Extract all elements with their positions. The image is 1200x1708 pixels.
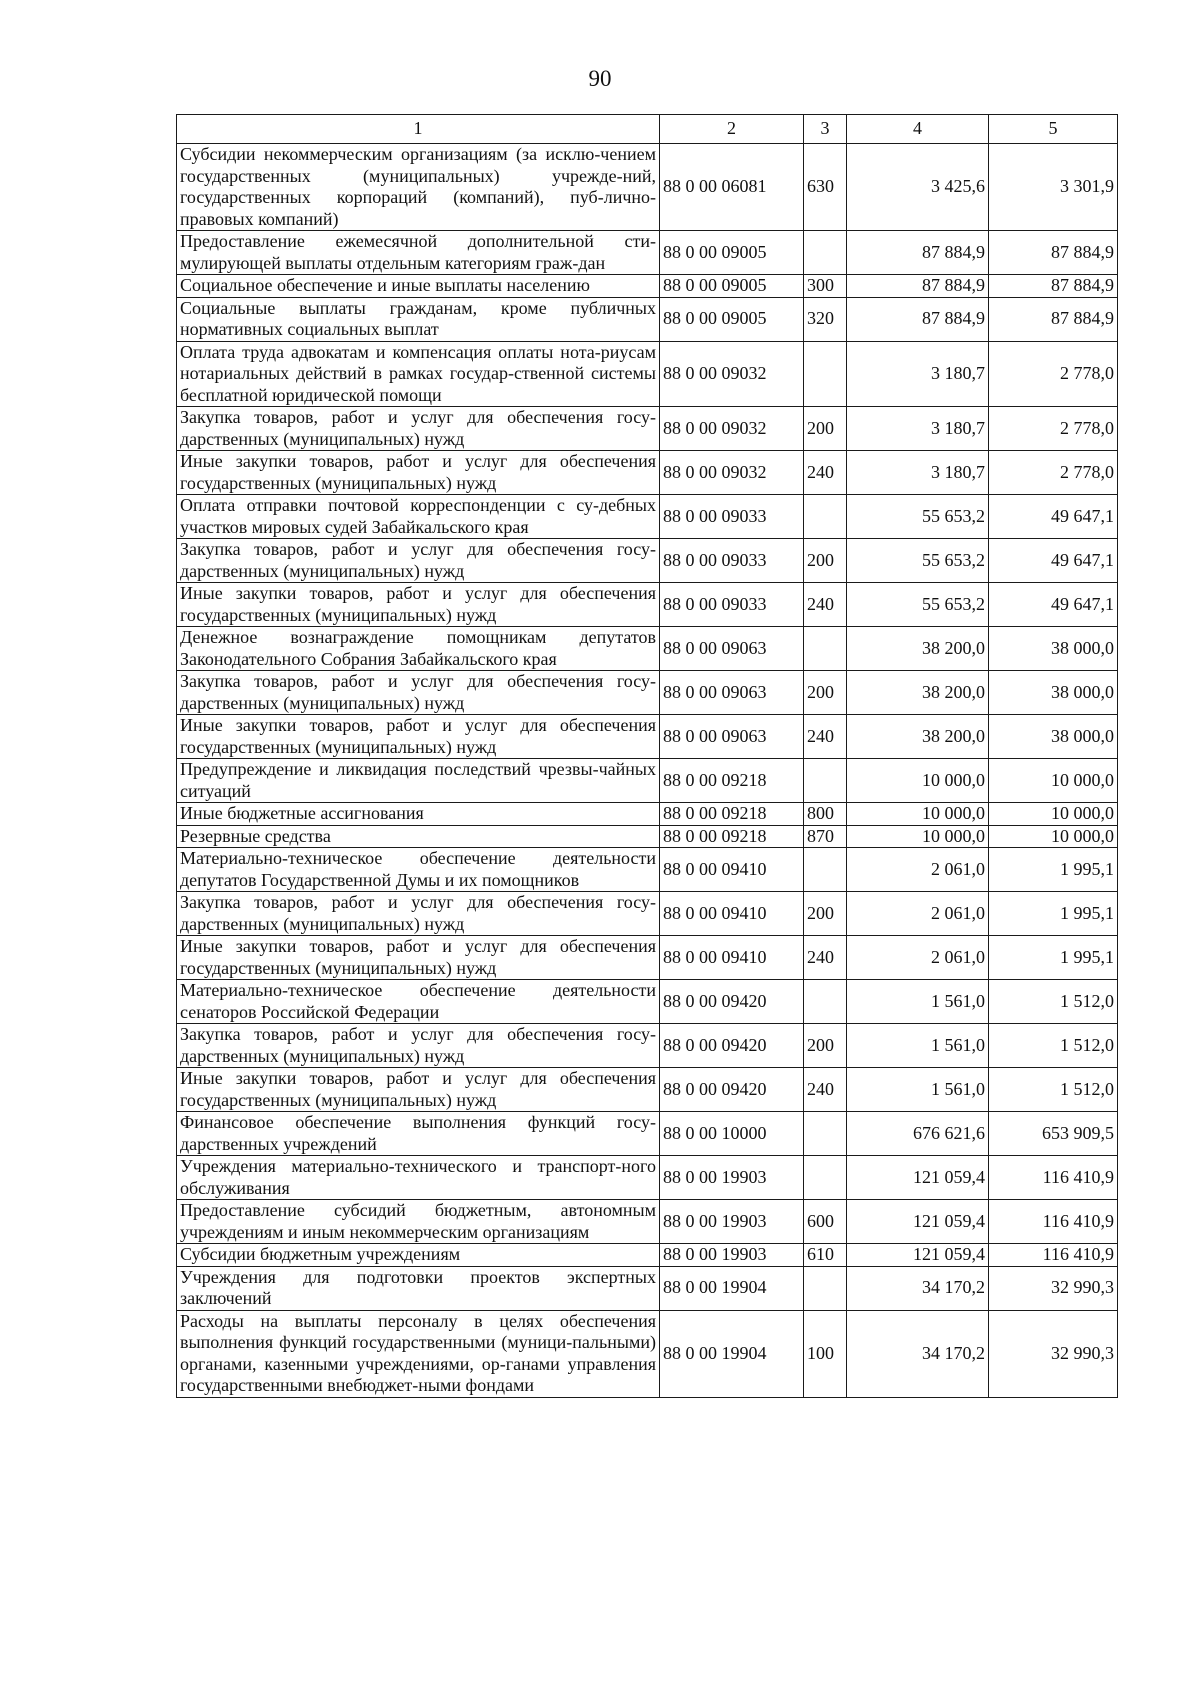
- row-name-cell: Иные закупки товаров, работ и услуг для обеспечения государственных (муниципальных) нужд: [177, 1068, 660, 1112]
- table-row: [177, 1244, 1118, 1267]
- row-type-cell: [804, 1266, 847, 1310]
- row-name-cell: Закупка товаров, работ и услуг для обеспечения госу-дарственных (муниципальных) нужд: [177, 671, 660, 715]
- row-value-5-cell: 116 410,9: [989, 1156, 1118, 1200]
- row-code-cell: 88 0 00 19903: [660, 1244, 804, 1267]
- row-value-4-cell: 121 059,4: [847, 1156, 989, 1200]
- table-row: [177, 825, 1118, 848]
- row-value-5-cell: 32 990,3: [989, 1266, 1118, 1310]
- row-name-cell: Предоставление субсидий бюджетным, автономным учреждениям и иным некоммерческим организациям: [177, 1200, 660, 1244]
- row-value-5-cell: 38 000,0: [989, 715, 1118, 759]
- row-code-cell: 88 0 00 10000: [660, 1112, 804, 1156]
- row-value-4-cell: 38 200,0: [847, 715, 989, 759]
- column-header: 1: [177, 115, 660, 144]
- table-row: [177, 583, 1118, 627]
- table-row: [177, 231, 1118, 275]
- budget-table: [176, 114, 1118, 1398]
- row-name-cell: Иные закупки товаров, работ и услуг для обеспечения государственных (муниципальных) нужд: [177, 715, 660, 759]
- row-type-cell: 800: [804, 803, 847, 826]
- row-code-cell: 88 0 00 19904: [660, 1266, 804, 1310]
- row-value-4-cell: 3 180,7: [847, 341, 989, 407]
- row-value-4-cell: 38 200,0: [847, 627, 989, 671]
- table-row: [177, 341, 1118, 407]
- row-value-4-cell: 10 000,0: [847, 825, 989, 848]
- column-header: 2: [660, 115, 804, 144]
- row-value-5-cell: 2 778,0: [989, 451, 1118, 495]
- row-value-5-cell: 1 512,0: [989, 980, 1118, 1024]
- row-type-cell: [804, 848, 847, 892]
- row-name-cell: Закупка товаров, работ и услуг для обеспечения госу-дарственных (муниципальных) нужд: [177, 892, 660, 936]
- row-code-cell: 88 0 00 09033: [660, 495, 804, 539]
- row-name-cell: Социальные выплаты гражданам, кроме публичных нормативных социальных выплат: [177, 297, 660, 341]
- row-type-cell: [804, 759, 847, 803]
- row-value-4-cell: 87 884,9: [847, 275, 989, 298]
- row-value-5-cell: 38 000,0: [989, 627, 1118, 671]
- row-name-cell: Иные закупки товаров, работ и услуг для обеспечения государственных (муниципальных) нужд: [177, 583, 660, 627]
- table-row: [177, 1112, 1118, 1156]
- row-name-cell: Оплата отправки почтовой корреспонденции с су-дебных участков мировых судей Забайкальского края: [177, 495, 660, 539]
- row-name-cell: Субсидии бюджетным учреждениям: [177, 1244, 660, 1267]
- row-code-cell: 88 0 00 09410: [660, 848, 804, 892]
- table-row: [177, 1200, 1118, 1244]
- table-row: [177, 297, 1118, 341]
- row-value-5-cell: 1 512,0: [989, 1024, 1118, 1068]
- row-type-cell: 200: [804, 539, 847, 583]
- row-name-cell: Материально-техническое обеспечение деятельности депутатов Государственной Думы и их помощников: [177, 848, 660, 892]
- table-row: [177, 980, 1118, 1024]
- row-value-5-cell: 10 000,0: [989, 759, 1118, 803]
- row-name-cell: Учреждения материально-технического и транспорт-ного обслуживания: [177, 1156, 660, 1200]
- row-code-cell: 88 0 00 19903: [660, 1156, 804, 1200]
- row-value-5-cell: 32 990,3: [989, 1310, 1118, 1397]
- row-code-cell: 88 0 00 09218: [660, 759, 804, 803]
- row-type-cell: 240: [804, 451, 847, 495]
- row-name-cell: Денежное вознаграждение помощникам депутатов Законодательного Собрания Забайкальского края: [177, 627, 660, 671]
- row-value-4-cell: 87 884,9: [847, 297, 989, 341]
- row-type-cell: 200: [804, 1024, 847, 1068]
- row-value-5-cell: 116 410,9: [989, 1244, 1118, 1267]
- row-value-4-cell: 121 059,4: [847, 1244, 989, 1267]
- row-value-4-cell: 55 653,2: [847, 583, 989, 627]
- row-type-cell: 200: [804, 407, 847, 451]
- row-value-4-cell: 3 180,7: [847, 451, 989, 495]
- row-type-cell: 240: [804, 936, 847, 980]
- row-code-cell: 88 0 00 09063: [660, 715, 804, 759]
- row-type-cell: 300: [804, 275, 847, 298]
- table-row: [177, 892, 1118, 936]
- row-code-cell: 88 0 00 19903: [660, 1200, 804, 1244]
- table-row: [177, 1310, 1118, 1397]
- row-value-4-cell: 1 561,0: [847, 1024, 989, 1068]
- row-value-4-cell: 2 061,0: [847, 848, 989, 892]
- row-code-cell: 88 0 00 19904: [660, 1310, 804, 1397]
- row-value-4-cell: 55 653,2: [847, 495, 989, 539]
- table-row: [177, 1024, 1118, 1068]
- row-value-4-cell: 676 621,6: [847, 1112, 989, 1156]
- table-body: [177, 144, 1118, 1398]
- row-code-cell: 88 0 00 09420: [660, 1068, 804, 1112]
- row-value-4-cell: 34 170,2: [847, 1310, 989, 1397]
- row-value-5-cell: 49 647,1: [989, 539, 1118, 583]
- row-value-5-cell: 1 512,0: [989, 1068, 1118, 1112]
- row-name-cell: Закупка товаров, работ и услуг для обеспечения госу-дарственных (муниципальных) нужд: [177, 539, 660, 583]
- row-name-cell: Субсидии некоммерческим организациям (за исклю-чением государственных (муниципальных) учрежде-ний, государственных корпораций (компаний), пуб-лично-правовых компаний): [177, 144, 660, 231]
- row-value-4-cell: 2 061,0: [847, 936, 989, 980]
- row-value-4-cell: 1 561,0: [847, 1068, 989, 1112]
- row-value-5-cell: 38 000,0: [989, 671, 1118, 715]
- row-type-cell: [804, 231, 847, 275]
- table-row: [177, 715, 1118, 759]
- row-value-4-cell: 10 000,0: [847, 759, 989, 803]
- table-header-row: [177, 115, 1118, 144]
- row-code-cell: 88 0 00 09218: [660, 803, 804, 826]
- row-name-cell: Учреждения для подготовки проектов экспертных заключений: [177, 1266, 660, 1310]
- row-code-cell: 88 0 00 09410: [660, 892, 804, 936]
- table-row: [177, 1156, 1118, 1200]
- row-value-4-cell: 3 425,6: [847, 144, 989, 231]
- row-value-4-cell: 87 884,9: [847, 231, 989, 275]
- row-type-cell: [804, 980, 847, 1024]
- row-value-4-cell: 3 180,7: [847, 407, 989, 451]
- row-type-cell: 100: [804, 1310, 847, 1397]
- row-code-cell: 88 0 00 09005: [660, 297, 804, 341]
- row-code-cell: 88 0 00 09032: [660, 407, 804, 451]
- row-type-cell: [804, 495, 847, 539]
- row-name-cell: Оплата труда адвокатам и компенсация оплаты нота-риусам нотариальных действий в рамках государ-ственной системы бесплатной юридической помощи: [177, 341, 660, 407]
- row-name-cell: Иные закупки товаров, работ и услуг для обеспечения государственных (муниципальных) нужд: [177, 451, 660, 495]
- row-code-cell: 88 0 00 09033: [660, 583, 804, 627]
- row-type-cell: 200: [804, 892, 847, 936]
- row-value-5-cell: 49 647,1: [989, 583, 1118, 627]
- row-value-4-cell: 2 061,0: [847, 892, 989, 936]
- page-number: 90: [588, 66, 612, 91]
- row-value-4-cell: 1 561,0: [847, 980, 989, 1024]
- row-code-cell: 88 0 00 09420: [660, 980, 804, 1024]
- table-row: [177, 495, 1118, 539]
- row-value-5-cell: 87 884,9: [989, 231, 1118, 275]
- row-code-cell: 88 0 00 09033: [660, 539, 804, 583]
- row-value-5-cell: 87 884,9: [989, 297, 1118, 341]
- table-row: [177, 275, 1118, 298]
- row-name-cell: Материально-техническое обеспечение деятельности сенаторов Российской Федерации: [177, 980, 660, 1024]
- table-row: [177, 451, 1118, 495]
- row-type-cell: 600: [804, 1200, 847, 1244]
- row-code-cell: 88 0 00 09005: [660, 231, 804, 275]
- row-type-cell: 630: [804, 144, 847, 231]
- row-type-cell: [804, 341, 847, 407]
- row-type-cell: 240: [804, 715, 847, 759]
- table-row: [177, 1266, 1118, 1310]
- row-code-cell: 88 0 00 09032: [660, 341, 804, 407]
- row-name-cell: Расходы на выплаты персоналу в целях обеспечения выполнения функций государственными (муници-пальными) органами, казенными учреждениями, ор-ганами управления государственными внебюджет-ными фондами: [177, 1310, 660, 1397]
- row-name-cell: Финансовое обеспечение выполнения функций госу-дарственных учреждений: [177, 1112, 660, 1156]
- row-code-cell: 88 0 00 09410: [660, 936, 804, 980]
- row-value-5-cell: 2 778,0: [989, 407, 1118, 451]
- row-code-cell: 88 0 00 09032: [660, 451, 804, 495]
- row-code-cell: 88 0 00 09063: [660, 671, 804, 715]
- row-type-cell: [804, 627, 847, 671]
- row-code-cell: 88 0 00 09420: [660, 1024, 804, 1068]
- row-value-4-cell: 121 059,4: [847, 1200, 989, 1244]
- row-name-cell: Предупреждение и ликвидация последствий чрезвы-чайных ситуаций: [177, 759, 660, 803]
- row-type-cell: 320: [804, 297, 847, 341]
- row-type-cell: [804, 1112, 847, 1156]
- table-row: [177, 936, 1118, 980]
- row-value-5-cell: 653 909,5: [989, 1112, 1118, 1156]
- table-row: [177, 848, 1118, 892]
- row-name-cell: Закупка товаров, работ и услуг для обеспечения госу-дарственных (муниципальных) нужд: [177, 1024, 660, 1068]
- column-header: 5: [989, 115, 1118, 144]
- row-name-cell: Иные бюджетные ассигнования: [177, 803, 660, 826]
- row-value-4-cell: 38 200,0: [847, 671, 989, 715]
- row-name-cell: Социальное обеспечение и иные выплаты населению: [177, 275, 660, 298]
- row-value-5-cell: 1 995,1: [989, 936, 1118, 980]
- row-value-4-cell: 34 170,2: [847, 1266, 989, 1310]
- row-type-cell: 870: [804, 825, 847, 848]
- row-type-cell: 200: [804, 671, 847, 715]
- row-name-cell: Закупка товаров, работ и услуг для обеспечения госу-дарственных (муниципальных) нужд: [177, 407, 660, 451]
- row-type-cell: 240: [804, 583, 847, 627]
- row-code-cell: 88 0 00 09063: [660, 627, 804, 671]
- table-row: [177, 1068, 1118, 1112]
- row-code-cell: 88 0 00 09005: [660, 275, 804, 298]
- row-value-5-cell: 2 778,0: [989, 341, 1118, 407]
- row-value-5-cell: 3 301,9: [989, 144, 1118, 231]
- row-value-4-cell: 10 000,0: [847, 803, 989, 826]
- table-row: [177, 671, 1118, 715]
- row-type-cell: 240: [804, 1068, 847, 1112]
- column-header: 4: [847, 115, 989, 144]
- table-row: [177, 144, 1118, 231]
- row-value-5-cell: 1 995,1: [989, 892, 1118, 936]
- row-name-cell: Резервные средства: [177, 825, 660, 848]
- row-value-5-cell: 116 410,9: [989, 1200, 1118, 1244]
- row-value-5-cell: 10 000,0: [989, 803, 1118, 826]
- table-row: [177, 627, 1118, 671]
- row-code-cell: 88 0 00 06081: [660, 144, 804, 231]
- row-value-5-cell: 87 884,9: [989, 275, 1118, 298]
- row-name-cell: Иные закупки товаров, работ и услуг для обеспечения государственных (муниципальных) нужд: [177, 936, 660, 980]
- row-value-4-cell: 55 653,2: [847, 539, 989, 583]
- row-type-cell: [804, 1156, 847, 1200]
- table-row: [177, 759, 1118, 803]
- row-value-5-cell: 10 000,0: [989, 825, 1118, 848]
- row-code-cell: 88 0 00 09218: [660, 825, 804, 848]
- row-name-cell: Предоставление ежемесячной дополнительной сти-мулирующей выплаты отдельным категориям граж-дан: [177, 231, 660, 275]
- row-value-5-cell: 1 995,1: [989, 848, 1118, 892]
- table-row: [177, 803, 1118, 826]
- row-type-cell: 610: [804, 1244, 847, 1267]
- table-row: [177, 407, 1118, 451]
- row-value-5-cell: 49 647,1: [989, 495, 1118, 539]
- column-header: 3: [804, 115, 847, 144]
- table-row: [177, 539, 1118, 583]
